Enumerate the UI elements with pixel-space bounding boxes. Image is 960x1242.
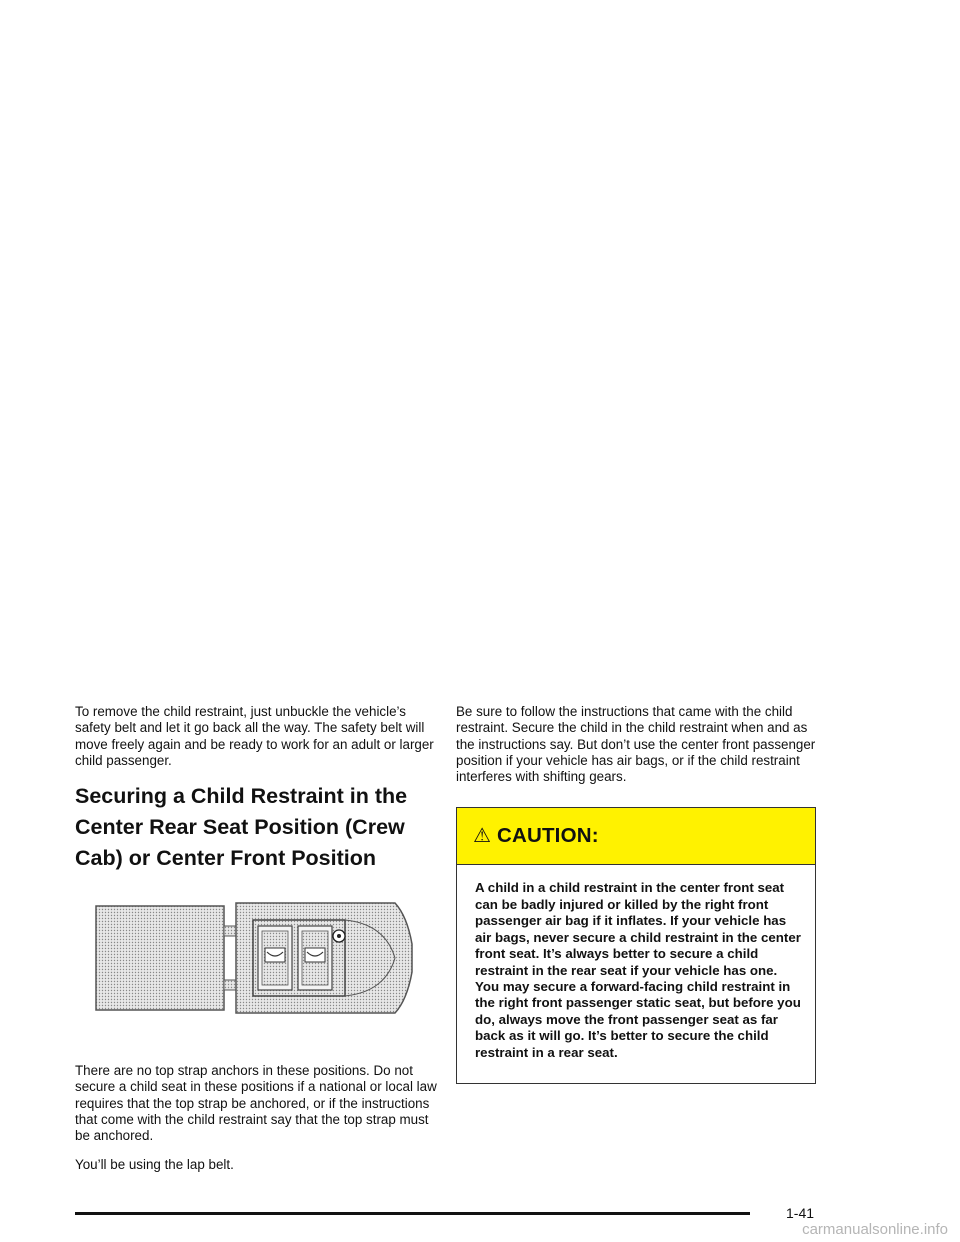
- removal-paragraph: To remove the child restraint, just unbuckle the vehicle’s safety belt and let it go back all the way. The safety belt will move freely again and be ready to work for an adult or larger child passenger.: [75, 704, 434, 768]
- section-heading: Securing a Child Restraint in the Center Rear Seat Position (Crew Cab) or Center Front Position: [75, 784, 408, 871]
- caution-text: A child in a child restraint in the center front seat can be badly injured or killed by the right front passenger air bag if it inflates. If your vehicle has air bags, never secure a child restraint in the center front seat. It’s always better to secure a child restraint in the rear seat if your vehicle has one. You may secure a forward-facing child restraint in the right front passenger static seat, but before you do, always move the front passenger seat as far back as it will go. It’s better to secure the child restraint in a rear seat.: [475, 880, 801, 1060]
- watermark: carmanualsonline.info: [802, 1221, 948, 1238]
- caution-box: [456, 807, 816, 1083]
- instructions-paragraph: Be sure to follow the instructions that came with the child restraint. Secure the child in the child restraint when and as the instructions say. But don’t use the center front passenger position if your vehicle has air bags, or if the child restraint interferes with shifting gears.: [456, 704, 816, 785]
- footer-rule: [75, 1212, 750, 1215]
- lap-belt-paragraph: You’ll be using the lap belt.: [75, 1156, 234, 1172]
- caution-header: [457, 808, 815, 865]
- page-number: 1-41: [786, 1205, 815, 1221]
- anchor-paragraph: There are no top strap anchors in these positions. Do not secure a child seat in these positions if a national or local law requires that the top strap be anchored, or if the instructions that come with the child restraint say that the top strap must be anchored.: [75, 1063, 437, 1144]
- right-column: [456, 704, 816, 1084]
- left-column: [75, 704, 437, 1173]
- caution-title: CAUTION:: [496, 824, 599, 848]
- vehicle-seat-diagram: [95, 902, 413, 1014]
- caution-symbol-icon: ⚠︎: [473, 825, 491, 848]
